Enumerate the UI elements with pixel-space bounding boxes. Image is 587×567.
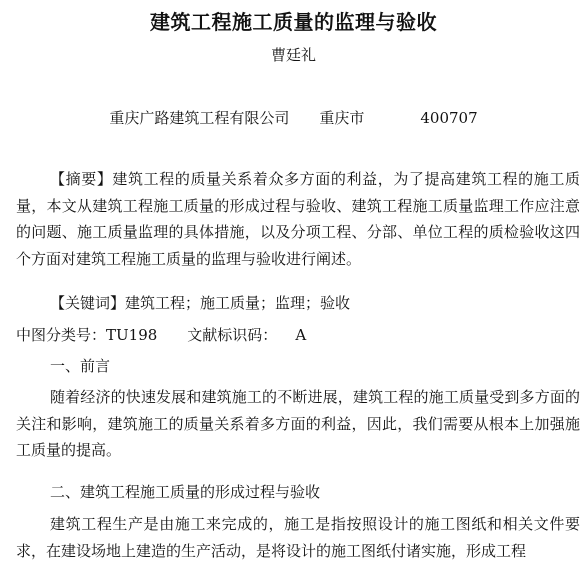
abstract-paragraph [16, 166, 580, 272]
affiliation-postcode: 400707 [420, 109, 478, 127]
classification-line [16, 324, 306, 345]
section-heading-formation: 二、建筑工程施工质量的形成过程与验收 [50, 483, 321, 501]
author-name: 曹廷礼 [270, 46, 316, 64]
section-paragraph-introduction: 随着经济的快速发展和建筑施工的不断进展，建筑工程的施工质量受到多方面的关注和影响，建筑施工的质量关系着多方面的利益，因此，我们需要从根本上加强施工质量的提高。 [16, 388, 580, 459]
affiliation-organization: 重庆广路建筑工程有限公司 [109, 109, 290, 127]
affiliation-city: 重庆市 [319, 109, 365, 127]
affiliation-line [0, 107, 587, 128]
keywords-line [16, 290, 580, 317]
clc-value: TU198 [106, 326, 158, 344]
section-heading-introduction: 一、前言 [50, 357, 111, 375]
clc-label: 中图分类号： [16, 326, 107, 344]
keywords-label: 【关键词】 [50, 294, 126, 312]
doc-code-value: A [295, 326, 307, 344]
abstract-label: 【摘要】 [50, 170, 113, 188]
doc-code-label: 文献标识码： [187, 326, 278, 344]
section-paragraph-formation: 建筑工程生产是由施工来完成的，施工是指按照设计的施工图纸和相关文件要求，在建设场地上建造的生产活动，是将设计的施工图纸付诸实施，形成工程 [16, 515, 580, 560]
abstract-text: 建筑工程的质量关系着众多方面的利益，为了提高建筑工程的施工质量，本文从建筑工程施工质量的形成过程与验收、建筑工程施工质量监理工作应注意的问题、施工质量监理的具体措施，以及分项工程、分部、单位工程的质检验收这四个方面对建筑工程施工质量的监理与验收进行阐述。 [16, 170, 580, 268]
paper-title: 建筑工程施工质量的监理与验收 [150, 10, 437, 34]
keywords-text: 建筑工程；施工质量；监理；验收 [125, 294, 351, 312]
